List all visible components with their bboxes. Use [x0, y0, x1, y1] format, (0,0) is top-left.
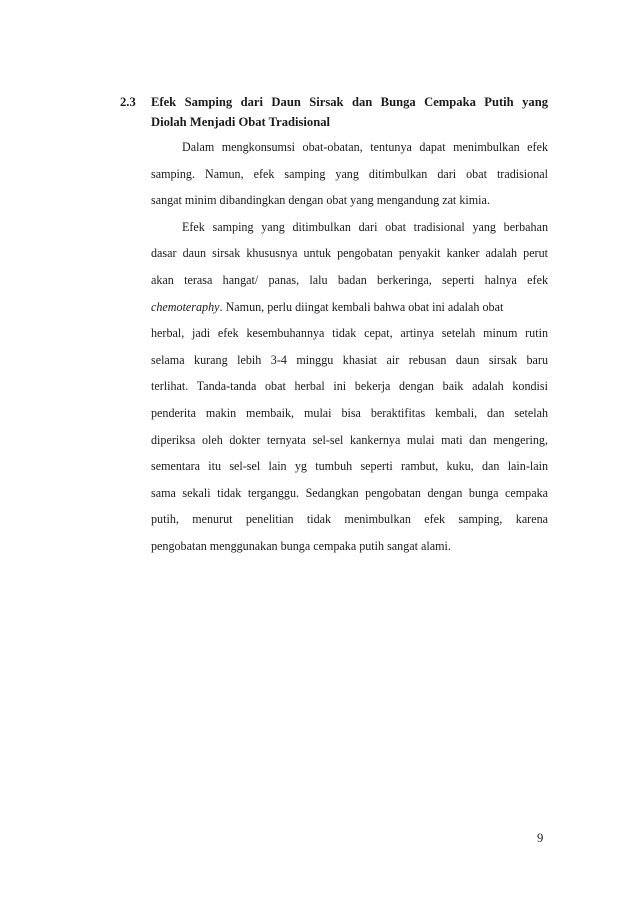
paragraph-line: pengobatan menggunakan bunga cempaka putih sangat alami. — [151, 538, 451, 553]
page-number: 9 — [537, 831, 544, 845]
heading-line-1: Efek Samping dari Daun Sirsak dan Bunga Cempaka Putih yang — [151, 95, 548, 109]
paragraph-1 — [151, 134, 548, 214]
italic-term: chemoteraphy — [151, 299, 220, 314]
section-number: 2.3 — [120, 95, 136, 109]
paragraph-line: sementara itu sel-sel lain yg tumbuh seperti rambut, kuku, dan lain-lain — [151, 459, 548, 474]
heading-line-2: Diolah Menjadi Obat Tradisional — [151, 115, 331, 129]
paragraph-line: sangat minim dibandingkan dengan obat yang mengandung zat kimia. — [151, 193, 490, 208]
paragraph-line: diperiksa oleh dokter ternyata sel-sel kankernya mulai mati dan mengering, — [151, 432, 548, 447]
body-text — [151, 134, 548, 560]
paragraph-line: sama sekali tidak terganggu. Sedangkan pengobatan dengan bunga cempaka — [151, 485, 548, 500]
paragraph-line: putih, menurut penelitian tidak menimbulkan efek samping, karena — [151, 512, 548, 527]
paragraph-line: Efek samping yang ditimbulkan dari obat tradisional yang berbahan — [182, 219, 548, 234]
paragraph-line: Dalam mengkonsumsi obat-obatan, tentunya dapat menimbulkan efek — [182, 140, 548, 154]
paragraph-line: dasar daun sirsak khususnya untuk pengobatan penyakit kanker adalah perut — [151, 246, 548, 261]
paragraph-2 — [151, 214, 548, 560]
paragraph-line: selama kurang lebih 3-4 minggu khasiat air rebusan daun sirsak baru — [151, 352, 548, 367]
section-heading — [151, 92, 548, 132]
paragraph-line-with-italic — [151, 294, 548, 321]
paragraph-line: terlihat. Tanda-tanda obat herbal ini bekerja dengan baik adalah kondisi — [151, 379, 548, 394]
paragraph-line: herbal, jadi efek kesembuhannya tidak cepat, artinya setelah minum rutin — [151, 326, 548, 341]
paragraph-line: samping. Namun, efek samping yang ditimbulkan dari obat tradisional — [151, 166, 548, 181]
paragraph-line: penderita makin membaik, mulai bisa beraktifitas kembali, dan setelah — [151, 405, 548, 420]
paragraph-line: akan terasa hangat/ panas, lalu badan berkeringa, seperti halnya efek — [151, 272, 548, 287]
italic-line-rest: . Namun, perlu diingat kembali bahwa obat ini adalah obat — [219, 299, 504, 314]
